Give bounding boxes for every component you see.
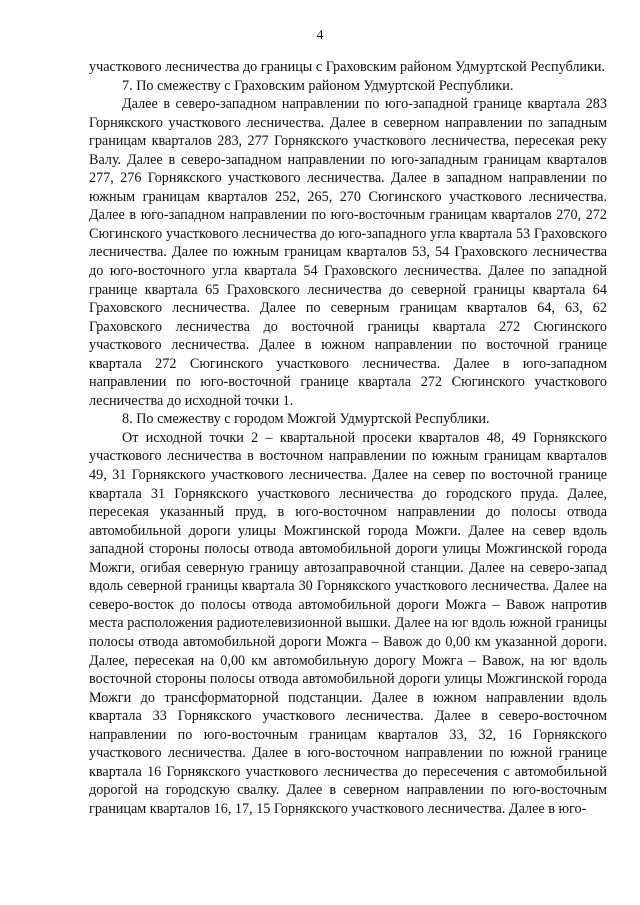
- document-body: [89, 58, 607, 818]
- paragraph-section-7: Далее в северо-западном направлении по юго-западной границе квартала 283 Горнякского участкового лесничества. Далее в северном направлении по западным границам кварталов 283, 277 Горнякского участкового лесничества, пересекая реку Валу. Далее в северо-западном направлении по юго-западным границам кварталов 277, 276 Горнякского участкового лесничества. Далее в западном направлении по южным границам кварталов 252, 265, 270 Сюгинского участкового лесничества. Далее в юго-западном направлении по юго-восточным границам кварталов 270, 272 Сюгинского участкового лесничества до юго-западного угла квартала 53 Граховского лесничества. Далее по южным границам кварталов 53, 54 Граховского лесничества до юго-восточного угла квартала 54 Граховского лесничества. Далее по западной границе квартала 65 Граховского лесничества до северной границы квартала 64 Граховского лесничества. Далее по северным границам кварталов 64, 63, 62 Граховского лесничества до восточной границы квартала 272 Сюгинского участкового лесничества. Далее в южном направлении по восточной границе квартала 272 Сюгинского участкового лесничества. Далее в юго-западном направлении по юго-восточной границе квартала 272 Сюгинского участкового лесничества до исходной точки 1.: [89, 96, 607, 409]
- paragraph-section-8: От исходной точки 2 – квартальной просеки кварталов 48, 49 Горнякского участкового лесничества в восточном направлении по южным границам кварталов 49, 31 Горнякского участкового лесничества. Далее на север по восточной границе квартала 31 Горнякского участкового лесничества до городского пруда. Далее, пересекая указанный пруд, в юго-восточном направлении до полосы отвода автомобильной дороги улицы Можгинской города Можги. Далее на север вдоль западной стороны полосы отвода автомобильной дороги улицы Можгинской города Можги, огибая северную границу автозаправочной станции. Далее на северо-запад вдоль северной границы квартала 30 Горнякского участкового лесничества. Далее на северо-восток до полосы отвода автомобильной дороги Можга – Вавож напротив места расположения радиотелевизионной вышки. Далее на юг вдоль южной границы полосы отвода автомобильной дороги Можга – Вавож до 0,00 км указанной дороги. Далее, пересекая на 0,00 км автомобильную дорогу Можга – Вавож, на юг вдоль восточной стороны полосы отвода автомобильной дороги улицы Можгинской города Можги до трансформаторной подстанции. Далее в южном направлении вдоль квартала 33 Горнякского участкового лесничества. Далее в северо-восточном направлении по юго-восточным границам кварталов 33, 32, 16 Горнякского участкового лесничества. Далее в юго-восточном направлении по южной границе квартала 16 Горнякского участкового лесничества до пересечения с автомобильной дорогой на городскую свалку. Далее в северном направлении по юго-восточным границам кварталов 16, 17, 15 Горнякского участкового лесничества. Далее в юго-: [89, 429, 607, 817]
- section-heading-8: 8. По смежеству с городом Можгой Удмуртской Республики.: [122, 411, 490, 428]
- page-number: 4: [316, 28, 324, 43]
- paragraph-continuation: участкового лесничества до границы с Граховским районом Удмуртской Республики.: [89, 59, 606, 75]
- section-heading-7: 7. По смежеству с Граховским районом Удмуртской Республики.: [122, 77, 514, 94]
